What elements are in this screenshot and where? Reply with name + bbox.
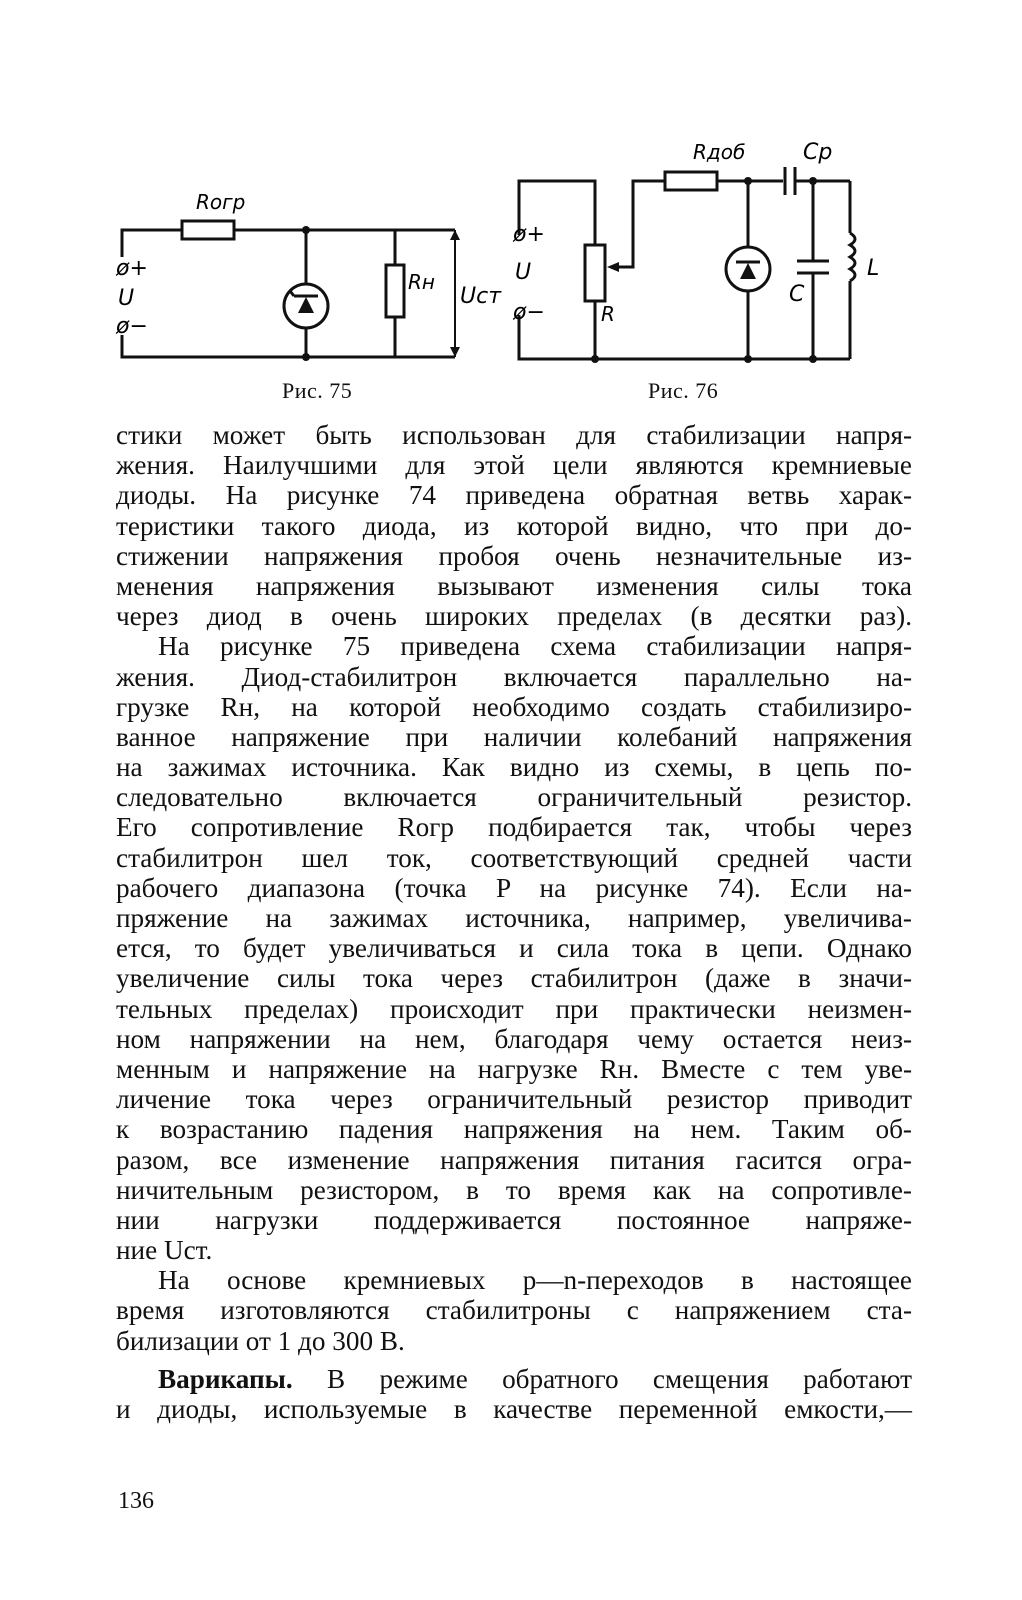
- text-line: грузке Rн, на которой необходимо создать стабилизиро-: [116, 691, 912, 722]
- label-u-76: U: [515, 260, 532, 285]
- text-line: менным и напряжение на нагрузке Rн. Вместе с тем уве-: [116, 1053, 912, 1084]
- text-line: нии нагрузки поддерживается постоянное напряже-: [116, 1204, 912, 1235]
- label-r-load: Rн: [408, 270, 435, 294]
- resistor-r-load: [386, 265, 404, 317]
- text-line-varicap: [116, 1364, 912, 1394]
- potentiometer-r: [585, 245, 605, 301]
- text-line: ном напряжении на нем, благодаря чему остается неиз-: [116, 1023, 912, 1054]
- text-line: теристики такого диода, из которой видно, что при до-: [116, 510, 912, 541]
- text-line: жения. Диод-стабилитрон включается параллельно на-: [116, 661, 912, 692]
- resistor-r-limit: [182, 221, 234, 239]
- label-r-add: Rдоб: [693, 140, 746, 164]
- text-line: ванное напряжение при наличии колебаний напряжения: [116, 721, 912, 752]
- text-line: и диоды, используемые в качестве переменной емкости,—: [116, 1394, 912, 1424]
- text-line: стики может быть использован для стабилизации напря-: [116, 420, 912, 450]
- text-line: увеличение силы тока через стабилитрон (даже в значи-: [116, 963, 912, 994]
- label-r: R: [601, 302, 615, 326]
- page-number: 136: [118, 1488, 154, 1514]
- text-line: через диод в очень широких пределах (в десятки раз).: [116, 601, 912, 632]
- label-plus-75: ø+: [116, 256, 148, 281]
- text-line: На основе кремниевых p—n-переходов в настоящее: [158, 1265, 912, 1296]
- text-line: пряжение на зажимах источника, например, увеличива-: [116, 903, 912, 933]
- text-line: Его сопротивление Rогр подбирается так, чтобы через: [116, 812, 912, 843]
- figure-76: [505, 135, 885, 375]
- label-u-75: U: [118, 286, 135, 311]
- body-text: [116, 420, 912, 1424]
- text-line: стижении напряжения пробоя очень незначительные из-: [116, 540, 912, 571]
- caption-fig-76: Рис. 76: [648, 378, 719, 403]
- text-line: на зажимах источника. Как видно из схемы, в цепь по-: [116, 752, 912, 783]
- varicap-heading: Варикапы.: [158, 1363, 293, 1394]
- figure-75-schematic: [110, 185, 502, 375]
- text-line: жения. Наилучшими для этой цели являются кремниевые: [116, 450, 912, 481]
- label-u-st: Uст: [460, 284, 502, 309]
- label-r-limit: Rогр: [196, 190, 246, 214]
- figure-75: [110, 185, 502, 375]
- text-line: стабилитрон шел ток, соответствующий средней части: [116, 842, 912, 873]
- resistor-r-add: [665, 172, 717, 190]
- text-line: ничительным резистором, в то время как на сопротивле-: [116, 1174, 912, 1205]
- text-line: тельных пределах) происходит при практически неизмен-: [116, 993, 912, 1024]
- label-c-p: Cр: [803, 140, 833, 165]
- text-line: На рисунке 75 приведена схема стабилизации напря-: [158, 631, 912, 662]
- text-line: время изготовляются стабилитроны с напряжением ста-: [116, 1295, 912, 1326]
- text-line: менения напряжения вызывают изменения силы тока: [116, 570, 912, 601]
- label-c: C: [789, 282, 805, 307]
- label-minus-76: ø−: [513, 300, 545, 325]
- text-line: разом, все изменение напряжения питания гасится огра-: [116, 1144, 912, 1175]
- text-line: следовательно включается ограничительный резистор.: [116, 782, 912, 813]
- text-line: диоды. На рисунке 74 приведена обратная ветвь харак-: [116, 480, 912, 511]
- text-line: билизации от 1 до 300 В.: [116, 1325, 405, 1356]
- caption-fig-75: Рис. 75: [282, 378, 353, 403]
- text-line: личение тока через ограничительный резистор приводит: [116, 1084, 912, 1115]
- text-line: ется, то будет увеличиваться и сила тока в цепи. Однако: [116, 933, 912, 964]
- varicap-text: В режиме обратного смещения работают: [327, 1363, 912, 1394]
- inductor-l: [850, 233, 855, 281]
- text-line: к возрастанию падения напряжения на нем. Таким об-: [116, 1114, 912, 1145]
- label-minus-75: ø−: [116, 314, 148, 339]
- text-line: ние Uст.: [116, 1235, 213, 1266]
- label-plus-76: ø+: [513, 222, 545, 247]
- label-l: L: [867, 256, 880, 281]
- text-line: рабочего диапазона (точка P на рисунке 74). Если на-: [116, 872, 912, 903]
- figure-76-schematic: [505, 135, 885, 375]
